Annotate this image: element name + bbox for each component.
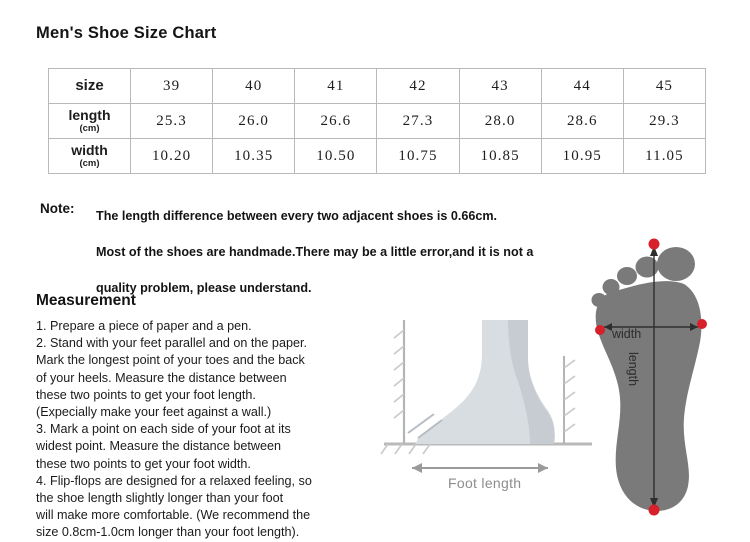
measurement-line-11: the shoe length slightly longer than your foot xyxy=(36,491,284,506)
measurement-line-2: 2. Stand with your feet parallel and on the paper. xyxy=(36,336,307,351)
arrow-left-icon xyxy=(412,463,422,473)
length-label: length xyxy=(626,352,640,387)
cell-length-43: 28.0 xyxy=(459,104,541,139)
row-label-length-unit: (cm) xyxy=(79,122,100,134)
measurement-line-3: Mark the longest point of your toes and the back xyxy=(36,353,305,368)
width-label: width xyxy=(612,327,642,341)
cell-length-41: 26.6 xyxy=(295,104,377,139)
row-label-size: size xyxy=(49,69,131,104)
cell-width-41: 10.50 xyxy=(295,139,377,174)
measurement-line-4: of your heels. Measure the distance between xyxy=(36,370,287,385)
cell-size-42: 42 xyxy=(377,69,459,104)
note-line-2: Most of the shoes are handmade.There may be a little error,and it is not a xyxy=(96,245,534,259)
toe-wall-hatching xyxy=(564,360,575,432)
cell-length-42: 27.3 xyxy=(377,104,459,139)
measurement-line-5: these two points to get your foot length. xyxy=(36,387,256,402)
cell-size-41: 41 xyxy=(295,69,377,104)
wall-hatching xyxy=(394,330,404,418)
size-table-wrapper xyxy=(48,68,706,174)
measurement-line-12: will make more comfortable. (We recommend the xyxy=(36,508,311,523)
cell-size-43: 43 xyxy=(459,69,541,104)
marker-width-left xyxy=(595,325,605,335)
footprint-sole xyxy=(596,281,702,511)
measurement-line-8: widest point. Measure the distance between xyxy=(36,439,282,454)
measurement-line-9: these two points to get your foot width. xyxy=(36,456,251,471)
cell-size-45: 45 xyxy=(623,69,705,104)
cell-size-44: 44 xyxy=(541,69,623,104)
row-label-width-unit: (cm) xyxy=(79,157,100,169)
footprint-diagram xyxy=(588,232,738,520)
note-line-1: The length difference between every two adjacent shoes is 0.66cm. xyxy=(96,209,498,223)
cell-width-45: 11.05 xyxy=(623,139,705,174)
marker-toe-point xyxy=(649,239,660,250)
foot-length-label: Foot length xyxy=(448,475,522,491)
cell-length-44: 28.6 xyxy=(541,104,623,139)
size-table xyxy=(48,68,706,174)
toe-3 xyxy=(617,267,637,285)
cell-size-39: 39 xyxy=(131,69,213,104)
page-title: Men's Shoe Size Chart xyxy=(36,24,217,42)
measurement-heading: Measurement xyxy=(36,292,136,309)
measurement-line-6: (Expecially make your feet against a wall.) xyxy=(36,405,272,420)
marker-width-right xyxy=(697,319,707,329)
table-row-length xyxy=(49,104,706,139)
toe-2 xyxy=(636,257,659,278)
cell-width-42: 10.75 xyxy=(377,139,459,174)
arrow-right-icon xyxy=(538,463,548,473)
measurement-line-1: 1. Prepare a piece of paper and a pen. xyxy=(36,319,252,333)
cell-length-45: 29.3 xyxy=(623,104,705,139)
table-row-width xyxy=(49,139,706,174)
toe-big xyxy=(657,247,695,281)
measurement-line-7: 3. Mark a point on each side of your foot at its xyxy=(36,422,291,437)
measurement-line-13: size 0.8cm-1.0cm longer than your foot length). xyxy=(36,525,300,540)
cell-width-44: 10.95 xyxy=(541,139,623,174)
note-label: Note: xyxy=(40,201,75,216)
foot-length-measure xyxy=(412,463,548,473)
footprint-svg xyxy=(588,232,738,520)
row-label-width xyxy=(49,139,131,174)
row-label-length xyxy=(49,104,131,139)
note-lines xyxy=(96,198,640,306)
cell-size-40: 40 xyxy=(213,69,295,104)
note-line-3: quality problem, please understand. xyxy=(96,281,312,295)
cell-length-40: 26.0 xyxy=(213,104,295,139)
row-label-width-text: width xyxy=(71,142,108,159)
cell-width-39: 10.20 xyxy=(131,139,213,174)
cell-length-39: 25.3 xyxy=(131,104,213,139)
measurement-steps xyxy=(36,318,376,542)
note-block xyxy=(40,198,640,306)
marker-heel-point xyxy=(649,505,660,516)
cell-width-40: 10.35 xyxy=(213,139,295,174)
measurement-line-10: 4. Flip-flops are designed for a relaxed feeling, so xyxy=(36,473,312,488)
table-row-size xyxy=(49,69,706,104)
cell-width-43: 10.85 xyxy=(459,139,541,174)
row-label-length-text: length xyxy=(68,107,111,124)
